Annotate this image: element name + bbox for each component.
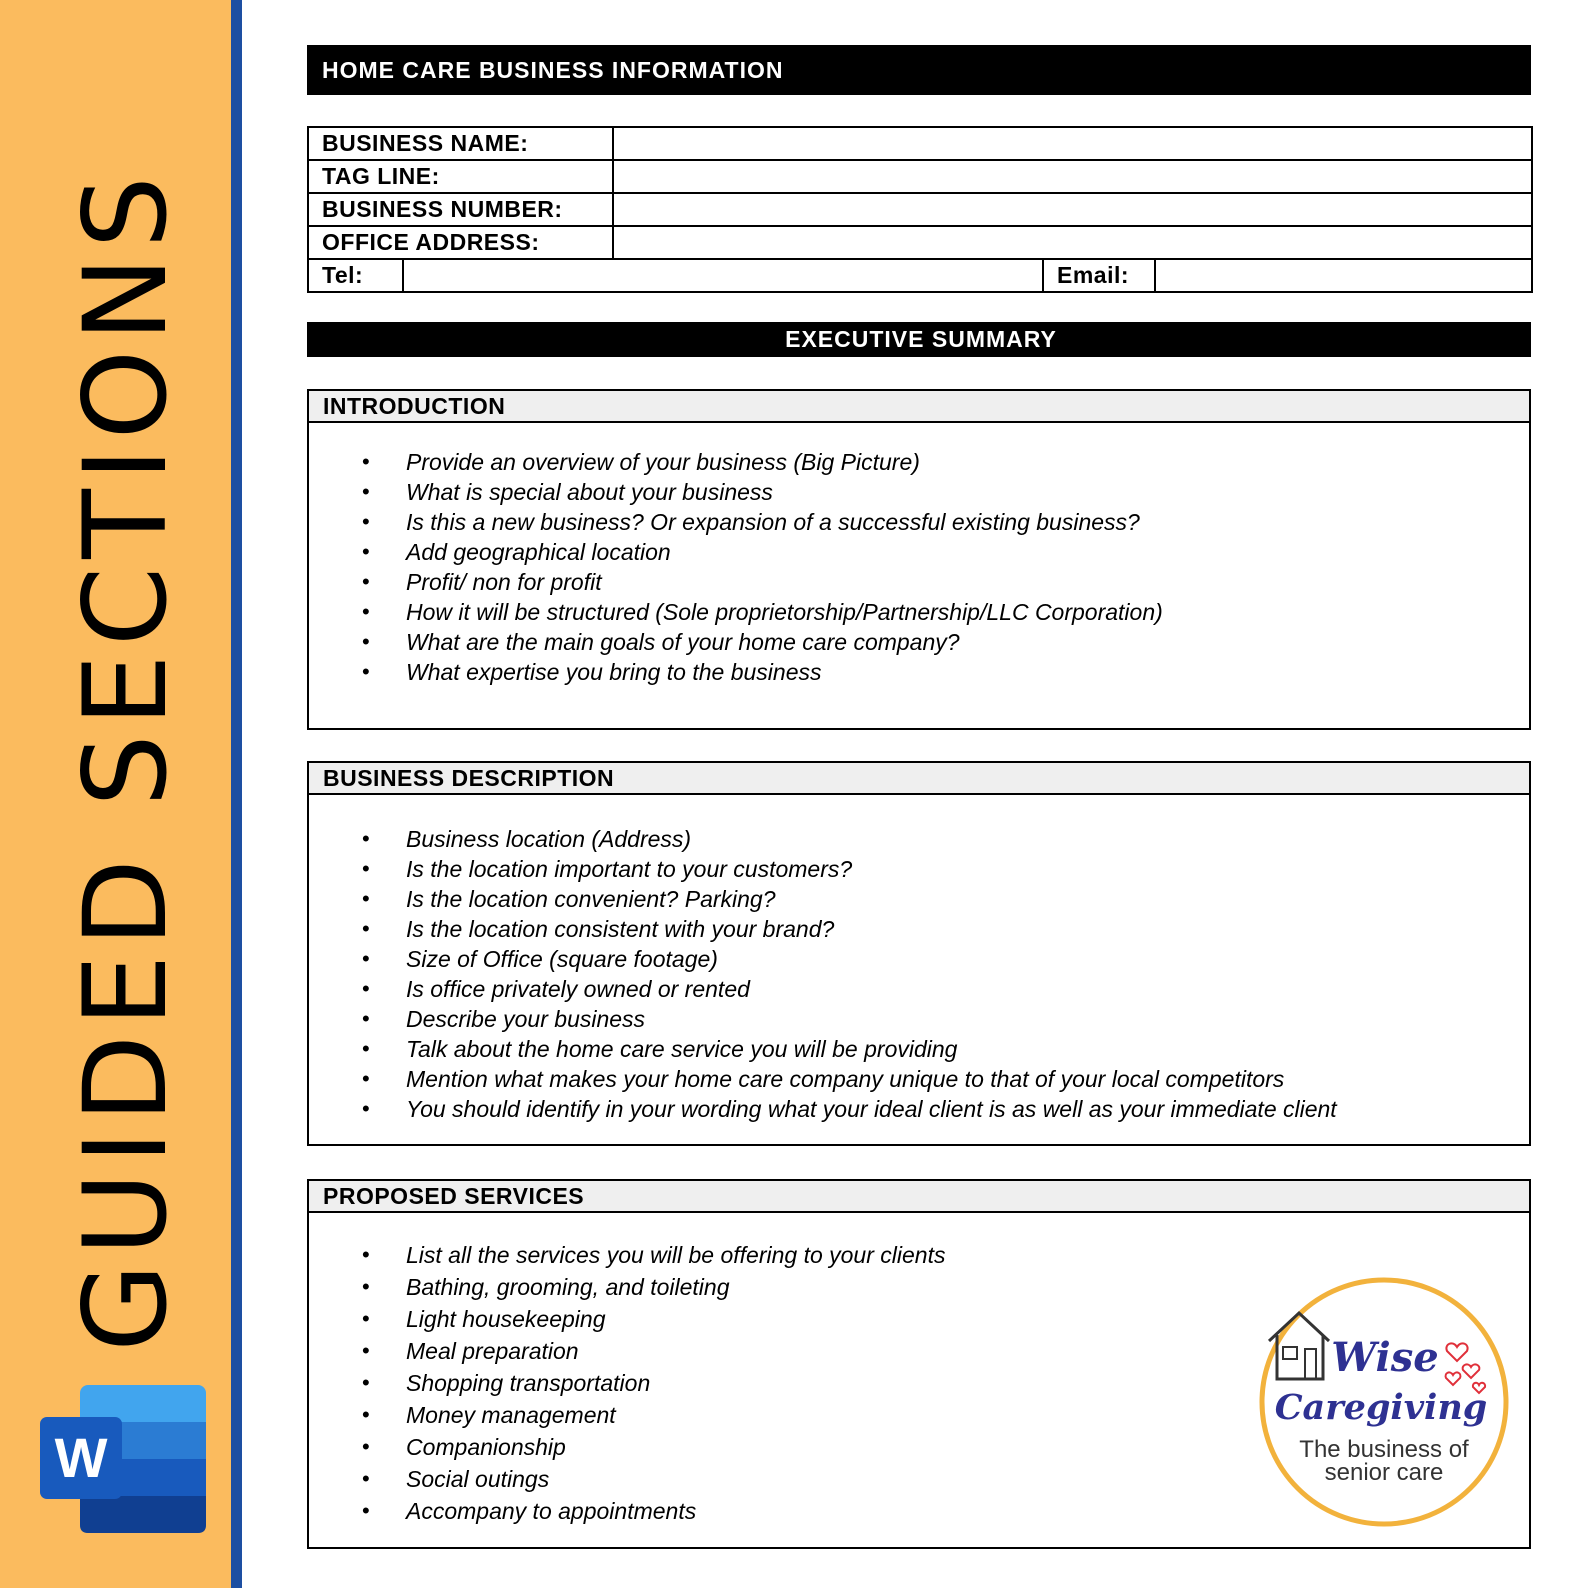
business-name-row [308,127,1532,160]
logo-line1: Wise [1331,1334,1439,1381]
logo-line2: Caregiving [1274,1387,1488,1428]
tel-label: Tel: [308,259,403,292]
office-address-label: OFFICE ADDRESS: [308,226,613,259]
logo-tagline2: senior care [1324,1459,1444,1486]
business-info-header: HOME CARE BUSINESS INFORMATION [307,45,1531,95]
list-item: • Talk about the home care service you will be providing [309,1034,1337,1064]
list-item: • Light housekeeping [309,1303,945,1335]
list-item: • List all the services you will be offering to your clients [309,1239,945,1271]
business-info-table [307,126,1533,293]
logo-tagline1: The business of [1299,1436,1469,1463]
list-item: • Profit/ non for profit [309,567,1163,597]
list-item: • Provide an overview of your business (Big Picture) [309,447,1163,477]
list-item: • Companionship [309,1431,945,1463]
tag-line-row [308,160,1532,193]
wise-caregiving-logo [1257,1275,1511,1529]
business-number-row [308,193,1532,226]
tag-line-label: TAG LINE: [308,160,613,193]
office-address-field[interactable] [613,226,1532,259]
list-item: • What are the main goals of your home care company? [309,627,1163,657]
list-item: • Size of Office (square footage) [309,944,1337,974]
list-item: • How it will be structured (Sole proprietorship/Partnership/LLC Corporation) [309,597,1163,627]
list-item: • What expertise you bring to the business [309,657,1163,687]
list-item: • Bathing, grooming, and toileting [309,1271,945,1303]
list-item: • Is the location convenient? Parking? [309,884,1337,914]
business-description-list [309,824,1337,1124]
list-item: • Is the location consistent with your brand? [309,914,1337,944]
list-item: • Add geographical location [309,537,1163,567]
business-name-label: BUSINESS NAME: [308,127,613,160]
list-item: • You should identify in your wording what your ideal client is as well as your immediate client [309,1094,1337,1124]
introduction-list [309,447,1163,687]
list-item: • Shopping transportation [309,1367,945,1399]
list-item: • Money management [309,1399,945,1431]
list-item: • Business location (Address) [309,824,1337,854]
list-item: • Meal preparation [309,1335,945,1367]
business-number-field[interactable] [613,193,1532,226]
list-item: • What is special about your business [309,477,1163,507]
list-item: • Is this a new business? Or expansion of a successful existing business? [309,507,1163,537]
sidebar-title: GUIDED SECTIONS [59,168,192,1352]
microsoft-word-icon [40,1385,206,1533]
business-name-field[interactable] [613,127,1532,160]
list-item: • Social outings [309,1463,945,1495]
list-item: • Mention what makes your home care company unique to that of your local competitors [309,1064,1337,1094]
executive-summary-header: EXECUTIVE SUMMARY [307,322,1531,357]
list-item: • Is the location important to your customers? [309,854,1337,884]
word-icon-letter: W [54,1426,108,1489]
business-number-label: BUSINESS NUMBER: [308,193,613,226]
business-description-section [307,761,1531,1146]
tag-line-field[interactable] [613,160,1532,193]
contact-row [308,259,1532,292]
office-address-row [308,226,1532,259]
email-label: Email: [1043,259,1155,292]
introduction-title: INTRODUCTION [309,391,1529,423]
email-field[interactable] [1155,259,1532,292]
list-item: • Describe your business [309,1004,1337,1034]
list-item: • Accompany to appointments [309,1495,945,1527]
proposed-services-title: PROPOSED SERVICES [309,1181,1529,1213]
proposed-services-list [309,1239,945,1527]
list-item: • Is office privately owned or rented [309,974,1337,1004]
sidebar-divider [231,0,242,1588]
tel-field[interactable] [403,259,1043,292]
introduction-section [307,389,1531,730]
sidebar [0,0,231,1588]
business-description-title: BUSINESS DESCRIPTION [309,763,1529,795]
